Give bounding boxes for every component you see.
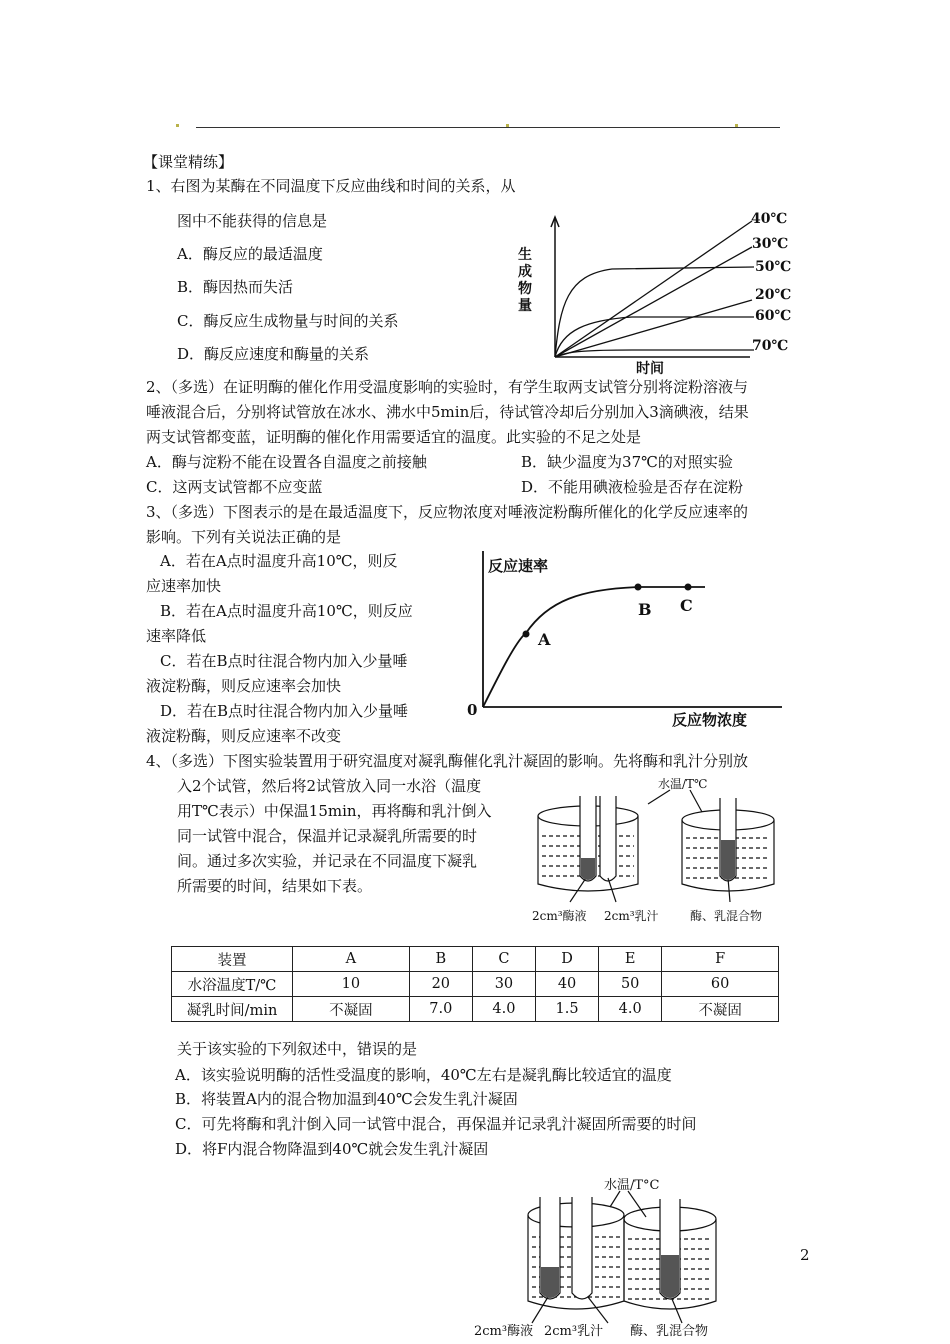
header-rule (196, 127, 780, 128)
water-label: 水温/T℃ (658, 778, 708, 791)
page-number: 2 (800, 1246, 810, 1264)
q3-option-c-2: 液淀粉酶，则反应速率会加快 (146, 677, 342, 695)
series-40c (555, 221, 752, 357)
q4-stem-5: 间。通过多次实验，并记录在不同温度下凝乳 (177, 852, 478, 870)
label-enzyme: 2cm³酶液 (532, 909, 587, 923)
q4-question: 关于该实验的下列叙述中，错误的是 (177, 1040, 418, 1058)
point-b (635, 584, 642, 591)
q3-stem-2: 影响。下列有关说法正确的是 (146, 528, 342, 546)
origin-label: 0 (467, 701, 478, 719)
q3-stem-1: 3、（多选）下图表示的是在最适温度下，反应物浓度对唾液淀粉酶所催化的化学反应速率的 (146, 503, 749, 521)
series-30c (555, 247, 752, 357)
xlabel: 时间 (636, 361, 664, 377)
q3-option-c-1: C．若在B点时往混合物内加入少量唾 (160, 652, 408, 670)
q4-stem-line1: 4、（多选）下图实验装置用于研究温度对凝乳酶催化乳汁凝固的影响。先将酶和乳汁分别放 (146, 752, 749, 770)
label-milk: 2cm³乳汁 (604, 909, 659, 923)
xlabel: 反应物浓度 (672, 711, 748, 729)
q4-stem-3: 用T℃表示）中保温15min，再将酶和乳汁倒入 (177, 802, 492, 820)
point-c (685, 584, 692, 591)
table-cell: 10 (293, 972, 410, 997)
table-cell: 1.5 (535, 997, 598, 1022)
ylabel-3: 物 (518, 281, 532, 297)
table-row (172, 947, 779, 972)
q3-option-a-2: 应速率加快 (146, 577, 222, 595)
table-row (172, 972, 779, 997)
label-40c: 40℃ (751, 211, 788, 227)
table-cell: A (293, 947, 410, 972)
label-enzyme: 2cm³酶液 (474, 1324, 534, 1339)
table-cell: 7.0 (409, 997, 472, 1022)
q4-stem-4: 同一试管中混合，保温并记录凝乳所需要的时 (177, 827, 478, 845)
table-cell: 60 (662, 972, 779, 997)
q1-option-d: D．酶反应速度和酶量的关系 (177, 345, 370, 363)
enzyme-liquid (541, 1267, 559, 1298)
table-cell: 20 (409, 972, 472, 997)
table-cell: 水浴温度T/℃ (172, 972, 293, 997)
point-a (523, 631, 530, 638)
q3-option-b-1: B．若在A点时温度升高10℃，则反应 (160, 602, 413, 620)
series-50c (555, 267, 754, 357)
table-cell: D (535, 947, 598, 972)
label-mixture: 酶、乳混合物 (630, 1324, 709, 1339)
q4-option-b: B．将装置A内的混合物加温到40℃会发生乳汁凝固 (175, 1090, 518, 1108)
rate-curve (483, 587, 705, 707)
header-dot (506, 124, 509, 127)
section-title: 【课堂精练】 (143, 153, 234, 171)
label-50c: 50℃ (755, 259, 792, 275)
q4-option-c: C．可先将酶和乳汁倒入同一试管中混合，再保温并记录乳汁凝固所需要的时间 (175, 1115, 697, 1133)
q3-chart (460, 545, 790, 735)
q4-data-table (171, 946, 779, 1022)
table-cell: 30 (472, 972, 535, 997)
q1-option-b: B．酶因热而失活 (177, 278, 294, 296)
table-cell: 4.0 (599, 997, 662, 1022)
ylabel: 反应速率 (488, 557, 549, 575)
q2-stem-3: 两支试管都变蓝，证明酶的催化作用需要适宜的温度。此实验的不足之处是 (146, 428, 642, 446)
q2-option-a: A．酶与淀粉不能在设置各自温度之前接触 (146, 453, 427, 471)
apparatus-figure-large (470, 1175, 740, 1340)
table-cell: 40 (535, 972, 598, 997)
q2-stem-2: 唾液混合后，分别将试管放在冰水、沸水中5min后，待试管冷却后分别加入3滴碘液，结果 (146, 403, 749, 421)
q3-option-b-2: 速率降低 (146, 627, 207, 645)
table-cell: 不凝固 (293, 997, 410, 1022)
enzyme-liquid (581, 858, 595, 880)
q4-option-d: D．将F内混合物降温到40℃就会发生乳汁凝固 (175, 1140, 489, 1158)
label-a: A (538, 630, 551, 649)
label-70c: 70℃ (752, 338, 789, 354)
table-cell: E (599, 947, 662, 972)
mixture-liquid (721, 840, 735, 880)
ylabel-1: 生 (518, 247, 532, 263)
q4-stem-6: 所需要的时间，结果如下表。 (177, 877, 373, 895)
table-cell: 50 (599, 972, 662, 997)
q4-option-a: A．该实验说明酶的活性受温度的影响，40℃左右是凝乳酶比较适宜的温度 (175, 1066, 672, 1084)
q2-option-b: B．缺少温度为37℃的对照实验 (521, 453, 733, 471)
q1-stem-line1: 1、右图为某酶在不同温度下反应曲线和时间的关系，从 (146, 177, 516, 195)
label-mixture: 酶、乳混合物 (690, 909, 763, 923)
label-30c: 30℃ (752, 236, 789, 252)
ylabel-4: 量 (518, 298, 532, 314)
series-20c (555, 300, 752, 357)
q1-stem-line2: 图中不能获得的信息是 (177, 212, 328, 230)
header-dot (176, 124, 179, 127)
q1-option-a: A．酶反应的最适温度 (177, 245, 323, 263)
q2-option-d: D．不能用碘液检验是否存在淀粉 (521, 478, 744, 496)
q2-stem-1: 2、（多选）在证明酶的催化作用受温度影响的实验时，有学生取两支试管分别将淀粉溶液与 (146, 378, 749, 396)
table-cell: B (409, 947, 472, 972)
q3-option-d-2: 液淀粉酶，则反应速率不改变 (146, 727, 342, 745)
q3-option-a-1: A．若在A点时温度升高10℃，则反 (160, 552, 398, 570)
label-milk: 2cm³乳汁 (544, 1324, 604, 1339)
ylabel-2: 成 (518, 264, 532, 280)
q1-chart (512, 205, 802, 377)
mixture-liquid (661, 1255, 679, 1298)
header-dot (735, 124, 738, 127)
table-cell: C (472, 947, 535, 972)
series-70c (555, 350, 754, 357)
q3-option-d-1: D．若在B点时往混合物内加入少量唾 (160, 702, 409, 720)
table-cell: 装置 (172, 947, 293, 972)
table-cell: 凝乳时间/min (172, 997, 293, 1022)
q1-option-c: C．酶反应生成物量与时间的关系 (177, 312, 399, 330)
table-row (172, 997, 779, 1022)
table-cell: 不凝固 (662, 997, 779, 1022)
label-b: B (638, 600, 652, 619)
table-cell: F (662, 947, 779, 972)
label-c: C (680, 596, 693, 615)
label-20c: 20℃ (755, 287, 792, 303)
water-label: 水温/T°C (604, 1178, 660, 1193)
q2-option-c: C．这两支试管都不应变蓝 (146, 478, 323, 496)
q4-stem-2: 入2个试管，然后将2试管放入同一水浴（温度 (177, 777, 482, 795)
table-cell: 4.0 (472, 997, 535, 1022)
label-60c: 60℃ (755, 308, 792, 324)
q4-apparatus-figure (530, 778, 790, 928)
